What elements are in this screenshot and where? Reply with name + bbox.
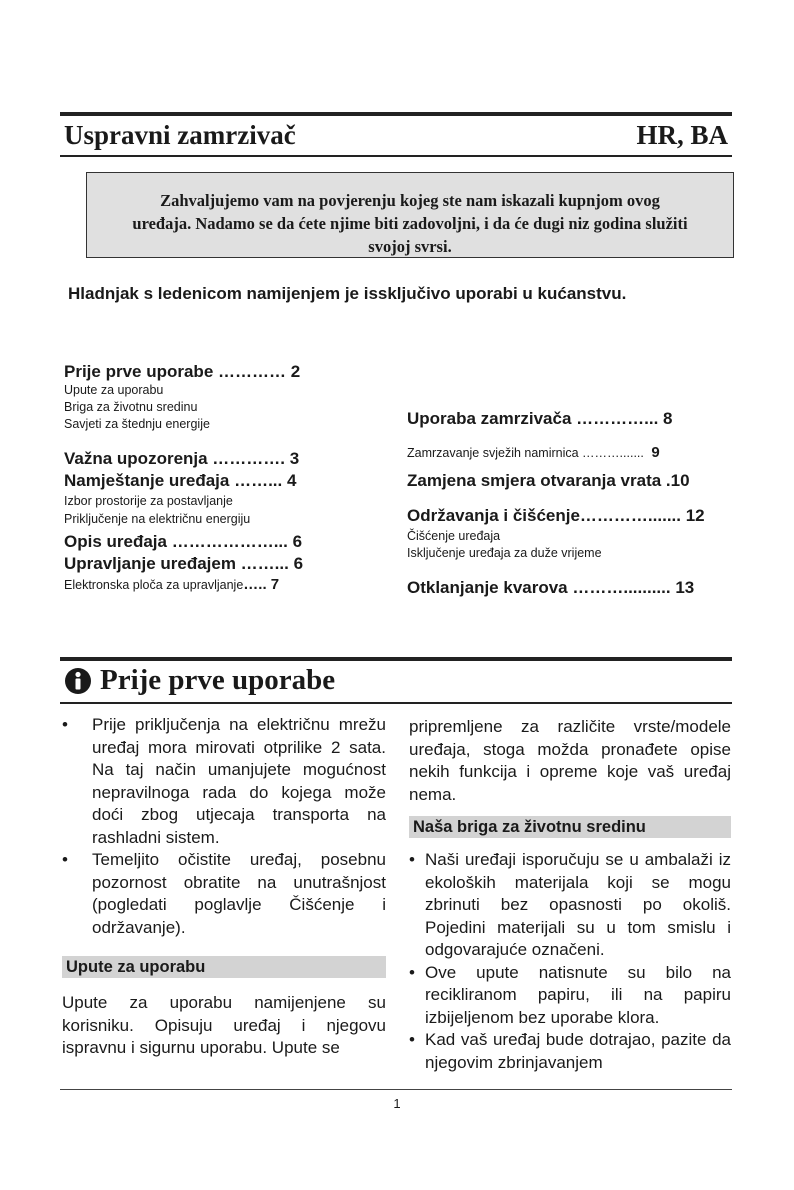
toc-sub-page: 9 bbox=[651, 444, 660, 461]
toc-entry-upravljanje[interactable]: Upravljanje uređajem ……... 6 bbox=[64, 554, 304, 573]
toc-entry-vazna[interactable]: Važna upozorenja …………. 3 bbox=[64, 449, 300, 468]
list-item: • Temeljito očistite uređaj, posebnu pozornost obratite na unutrašnjost (pogledati poglavlje Čišćenje i održavanje). bbox=[62, 849, 386, 939]
toc-sub-entry[interactable]: Priključenje na električnu energiju bbox=[64, 512, 251, 526]
thanks-line: svojoj svrsi. bbox=[368, 237, 452, 256]
footer-rule bbox=[60, 1089, 732, 1090]
toc-entry-otklanjanje[interactable]: Otklanjanje kvarova ……….......... 13 bbox=[407, 578, 695, 597]
thanks-line: Zahvaljujemo vam na povjerenju kojeg ste nam iskazali kupnjom ovog bbox=[160, 191, 660, 210]
info-icon bbox=[64, 667, 92, 695]
section-bar-briga: Naša briga za životnu sredinu bbox=[409, 816, 731, 838]
left-bullet-list bbox=[62, 714, 386, 939]
toc-entry-opis[interactable]: Opis uređaja ………………... 6 bbox=[64, 532, 303, 551]
thanks-line: uređaja. Nadamo se da ćete njime biti zadovoljni, i da će dugi niz godina služiti bbox=[132, 214, 688, 233]
right-column bbox=[409, 716, 731, 1074]
left-column bbox=[62, 714, 386, 1060]
section-top-rule bbox=[60, 657, 732, 661]
list-item: • Kad vaš uređaj bude dotrajao, pazite da njegovim zbrinjavanjem bbox=[409, 1029, 731, 1074]
language-label: HR, BA bbox=[636, 120, 728, 150]
toc-sub-entry[interactable]: Savjeti za štednju energije bbox=[64, 417, 210, 431]
toc-sub-entry[interactable]: Čišćenje uređaja bbox=[407, 529, 501, 543]
toc-sub-entry[interactable]: Upute za uporabu bbox=[64, 383, 164, 397]
continued-paragraph: pripremljene za različite vrste/modele uređaja, stoga možda pronađete opise nekih funkcija i opreme koje vaš uređaj nema. bbox=[409, 717, 731, 804]
section-bar-upute: Upute za uporabu bbox=[62, 956, 386, 978]
document-title: Uspravni zamrzivač bbox=[64, 120, 296, 150]
toc-sub-entry-elektronska[interactable] bbox=[64, 576, 279, 593]
toc-entry-odrzavanje[interactable]: Održavanja i čišćenje…………....... 12 bbox=[407, 506, 705, 525]
toc-sub-label: Zamrzavanje svježih namirnica ………....... bbox=[407, 446, 644, 460]
toc-entry-prije[interactable]: Prije prve uporabe ………… 2 bbox=[64, 362, 301, 381]
section-title bbox=[64, 664, 335, 697]
toc-sub-entry-zamrzavanje[interactable] bbox=[407, 444, 660, 461]
header-top-rule bbox=[60, 112, 732, 116]
toc-sub-label: Elektronska ploča za upravljanje bbox=[64, 578, 244, 592]
header-bottom-rule bbox=[60, 155, 732, 157]
toc-sub-entry[interactable]: Briga za životnu sredinu bbox=[64, 400, 198, 414]
toc-entry-uporaba[interactable]: Uporaba zamrzivača …………... 8 bbox=[407, 409, 673, 428]
toc-entry-zamjena[interactable]: Zamjena smjera otvaranja vrata .10 bbox=[407, 471, 690, 490]
toc-sub-entry[interactable]: Izbor prostorije za postavljanje bbox=[64, 494, 233, 508]
toc-sub-entry[interactable]: Isključenje uređaja za duže vrijeme bbox=[407, 546, 602, 560]
list-item: • Naši uređaji isporučuju se u ambalaži iz ekoloških materijala koji se mogu zbrinuti bez opasnosti po okoliš. Pojedini materijali su u tom smislu i odgovarajuće označeni. bbox=[409, 849, 731, 962]
section-bottom-rule bbox=[60, 702, 732, 704]
section-title-text: Prije prve uporabe bbox=[100, 664, 336, 696]
list-item: • Prije priključenja na električnu mrežu uređaj mora mirovati otprilike 2 sata. Na taj način umanjujete mogućnost nepravilnoga rada do kojega može doći zbog utjecaja transporta na rashladni sistem. bbox=[62, 714, 386, 849]
list-item: • Ove upute natisnute su bilo na recikliranom papiru, ili na papiru izbijeljenom bez uporabe klora. bbox=[409, 962, 731, 1030]
toc-sub-page: ….. 7 bbox=[243, 576, 280, 593]
upute-paragraph: Upute za uporabu namijenjene su korisniku. Opisuju uređaj i njegovu ispravnu i sigurnu uporabu. Upute se bbox=[62, 993, 386, 1057]
right-bullet-list bbox=[409, 849, 731, 1074]
thanks-box bbox=[86, 172, 734, 258]
page-number: 1 bbox=[393, 1096, 401, 1111]
toc-entry-namjestanje[interactable]: Namještanje uređaja ……... 4 bbox=[64, 471, 297, 490]
purpose-statement: Hladnjak s ledenicom namijenjem je issključivo uporabi u kućanstvu. bbox=[68, 284, 627, 303]
